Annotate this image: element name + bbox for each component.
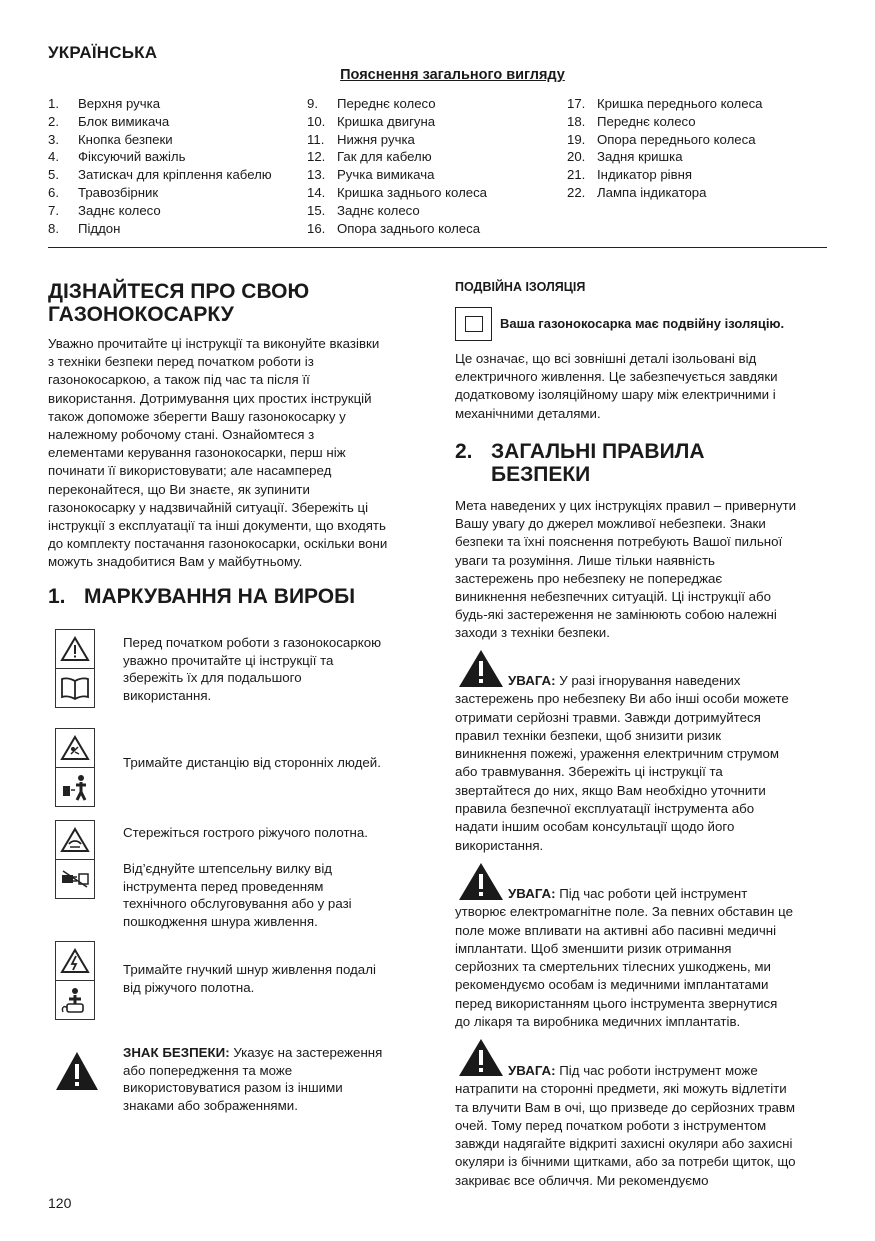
list-item: 10. Кришка двигуна <box>307 113 436 129</box>
double-insulation-icon <box>455 307 492 341</box>
list-item: 13. Ручка вимикача <box>307 167 435 183</box>
list-item: 18. Переднє колесо <box>567 113 696 129</box>
list-item: 11. Нижня ручка <box>307 131 415 147</box>
list-item: 20. Задня кришка <box>567 149 683 165</box>
double-insulation-text: Це означає, що всі зовнішні деталі ізольовані від електричного живлення. Це забезпечується завдяки додатковому ізоляційному шару між електричними і механічними деталями. <box>455 351 778 421</box>
list-item: 19. Опора переднього колеса <box>567 131 756 147</box>
symbol-read-manual-text: Перед початком роботи з газонокосаркою уважно прочитайте ці інструкції та збережіть їх для подальшого використання. <box>123 635 382 703</box>
list-item: 14. Кришка заднього колеса <box>307 184 488 200</box>
symbol-blade-text: Стережіться гострого ріжучого полотна. <box>123 825 368 840</box>
list-item: 4. Фіксуючий важіль <box>48 149 186 165</box>
symbol-read-manual <box>55 629 95 708</box>
warning-3: УВАГА: Під час роботи інструмент може натрапити на сторонні предмети, які можуть відлетіти та влучити Вам в очі, що призведе до серйозних травм очей. Тому перед початком роботи з інструментом завжди надягайте відкриті захисні окуляри або захисні окуляри із бічними щитками, або за потреби щиток, що закриває все обличчя. Ми рекомендуємо <box>455 1063 796 1188</box>
page-number: 120 <box>48 1195 72 1211</box>
list-item: 5. Затискач для кріплення кабелю <box>48 167 272 183</box>
warning-2: УВАГА: Під час роботи цей інструмент утворює електромагнітне поле. За певних обставин це поле може впливати на активні або пасивні медичні імплантати. Щоб зменшити ризик отримання серйозних та смертельних тілесних ушкоджень, ми рекомендуємо особам із медичними імплантатами перед використанням цього інструмента звернутися до лікаря та виробника медичних імплантатів. <box>455 886 794 1030</box>
safety-sign-icon <box>54 1050 100 1092</box>
parts-list-col1 <box>48 95 272 237</box>
symbol-unplug-text: Від’єднуйте штепсельну вилку від інструмента перед проведенням технічного обслуговування або у разі пошкодження шнура живлення. <box>123 861 352 929</box>
flying-debris-icon <box>56 729 94 767</box>
section-2-heading: 2. ЗАГАЛЬНІ ПРАВИЛА БЕЗПЕКИ <box>455 440 705 486</box>
list-item: 7. Заднє колесо <box>48 202 161 218</box>
list-item: 8. Піддон <box>48 220 121 236</box>
electric-hazard-icon <box>56 942 94 980</box>
parts-list-col2 <box>307 95 487 237</box>
bystander-icon <box>56 767 94 806</box>
symbol-keep-distance <box>55 728 95 807</box>
symbol-cable <box>55 941 95 1020</box>
warning-triangle-icon <box>56 630 94 668</box>
list-item: 2. Блок вимикача <box>48 113 170 129</box>
list-item: 12. Гак для кабелю <box>307 149 432 165</box>
parts-list-col3 <box>567 95 763 202</box>
unplug-icon <box>56 859 94 898</box>
list-item: 16. Опора заднього колеса <box>307 220 481 236</box>
double-insulation-title: ПОДВІЙНА ІЗОЛЯЦІЯ <box>455 280 586 294</box>
warning-1: УВАГА: У разі ігнорування наведених застережень про небезпеку Ви або інші особи можете отримати серйозні травми. Завжди дотримуйтеся правил техніки безпеки, щоб знизити ризик виникнення пожежі, ураження електричним струмом або травмування. Збережіть ці інструкції та звертайтеся до них, якщо Вам необхідно уточнити правила безпечної експлуатації інструмента або надати іншим особам консультації щодо його використання. <box>455 673 789 853</box>
safety-sign-text: ЗНАК БЕЗПЕКИ: Указує на застереження або попередження та може використовуватися разом із іншими знаками або зображеннями. <box>123 1045 383 1113</box>
divider <box>48 247 827 248</box>
know-mower-text: Уважно прочитайте ці інструкції та виконуйте вказівки з техніки безпеки перед початком роботи із газонокосаркою, а також під час та після її використання. Дотримування цих простих інструкцій також допоможе зберегти Вашу газонокосарку у належному робочому стані. Ознайомтеся з елементами керування газонокосарки, перш ніж починати її використовувати; але насамперед переконайтеся, що Ви знаєте, як зупинити газонокосарку у надзвичайній ситуації. Збережіть ці інструкції з експлуатації та інші документи, що входять до комплекту постачання газонокосарки, оскільки вони можуть знадобитися Вам у майбутньому. <box>48 336 388 570</box>
list-item: 3. Кнопка безпеки <box>48 131 173 147</box>
list-item: 22. Лампа індикатора <box>567 184 707 200</box>
section-1-heading: 1. МАРКУВАННЯ НА ВИРОБІ <box>48 585 356 608</box>
sharp-blade-icon <box>56 821 94 859</box>
list-item: 1. Верхня ручка <box>48 96 161 111</box>
list-item: 9. Переднє колесо <box>307 96 436 111</box>
list-item: 6. Травозбірник <box>48 184 159 200</box>
symbol-blade-unplug <box>55 820 95 899</box>
know-mower-heading: ДІЗНАЙТЕСЯ ПРО СВОЮ ГАЗОНОКОСАРКУ <box>48 280 310 326</box>
cable-away-icon <box>56 980 94 1019</box>
list-item: 21. Індикатор рівня <box>567 167 693 183</box>
section-2-text: Мета наведених у цих інструкціях правил – привернути Вашу увагу до джерел можливої небезпеки. Знаки безпеки та їхні пояснення потребують Вашої пильної уваги та розуміння. Лише тільки наявність застережень про небезпеку не попереджає виникнення небезпечних ситуацій. Ці інструкції або будь-які застереження не замінюють собою належні заходи з техніки безпеки. <box>455 498 797 641</box>
symbol-cable-text: Тримайте гнучкий шнур живлення подалі від ріжучого полотна. <box>123 962 376 995</box>
list-item: 17. Кришка переднього колеса <box>567 96 763 111</box>
book-icon <box>56 668 94 707</box>
symbol-keep-distance-text: Тримайте дистанцію від сторонніх людей. <box>123 755 381 770</box>
language-heading: УКРАЇНСЬКА <box>48 43 158 62</box>
list-item: 15. Заднє колесо <box>307 202 420 218</box>
overview-title: Пояснення загального вигляду <box>340 67 565 83</box>
double-insulation-label: Ваша газонокосарка має подвійну ізоляцію. <box>500 316 785 331</box>
